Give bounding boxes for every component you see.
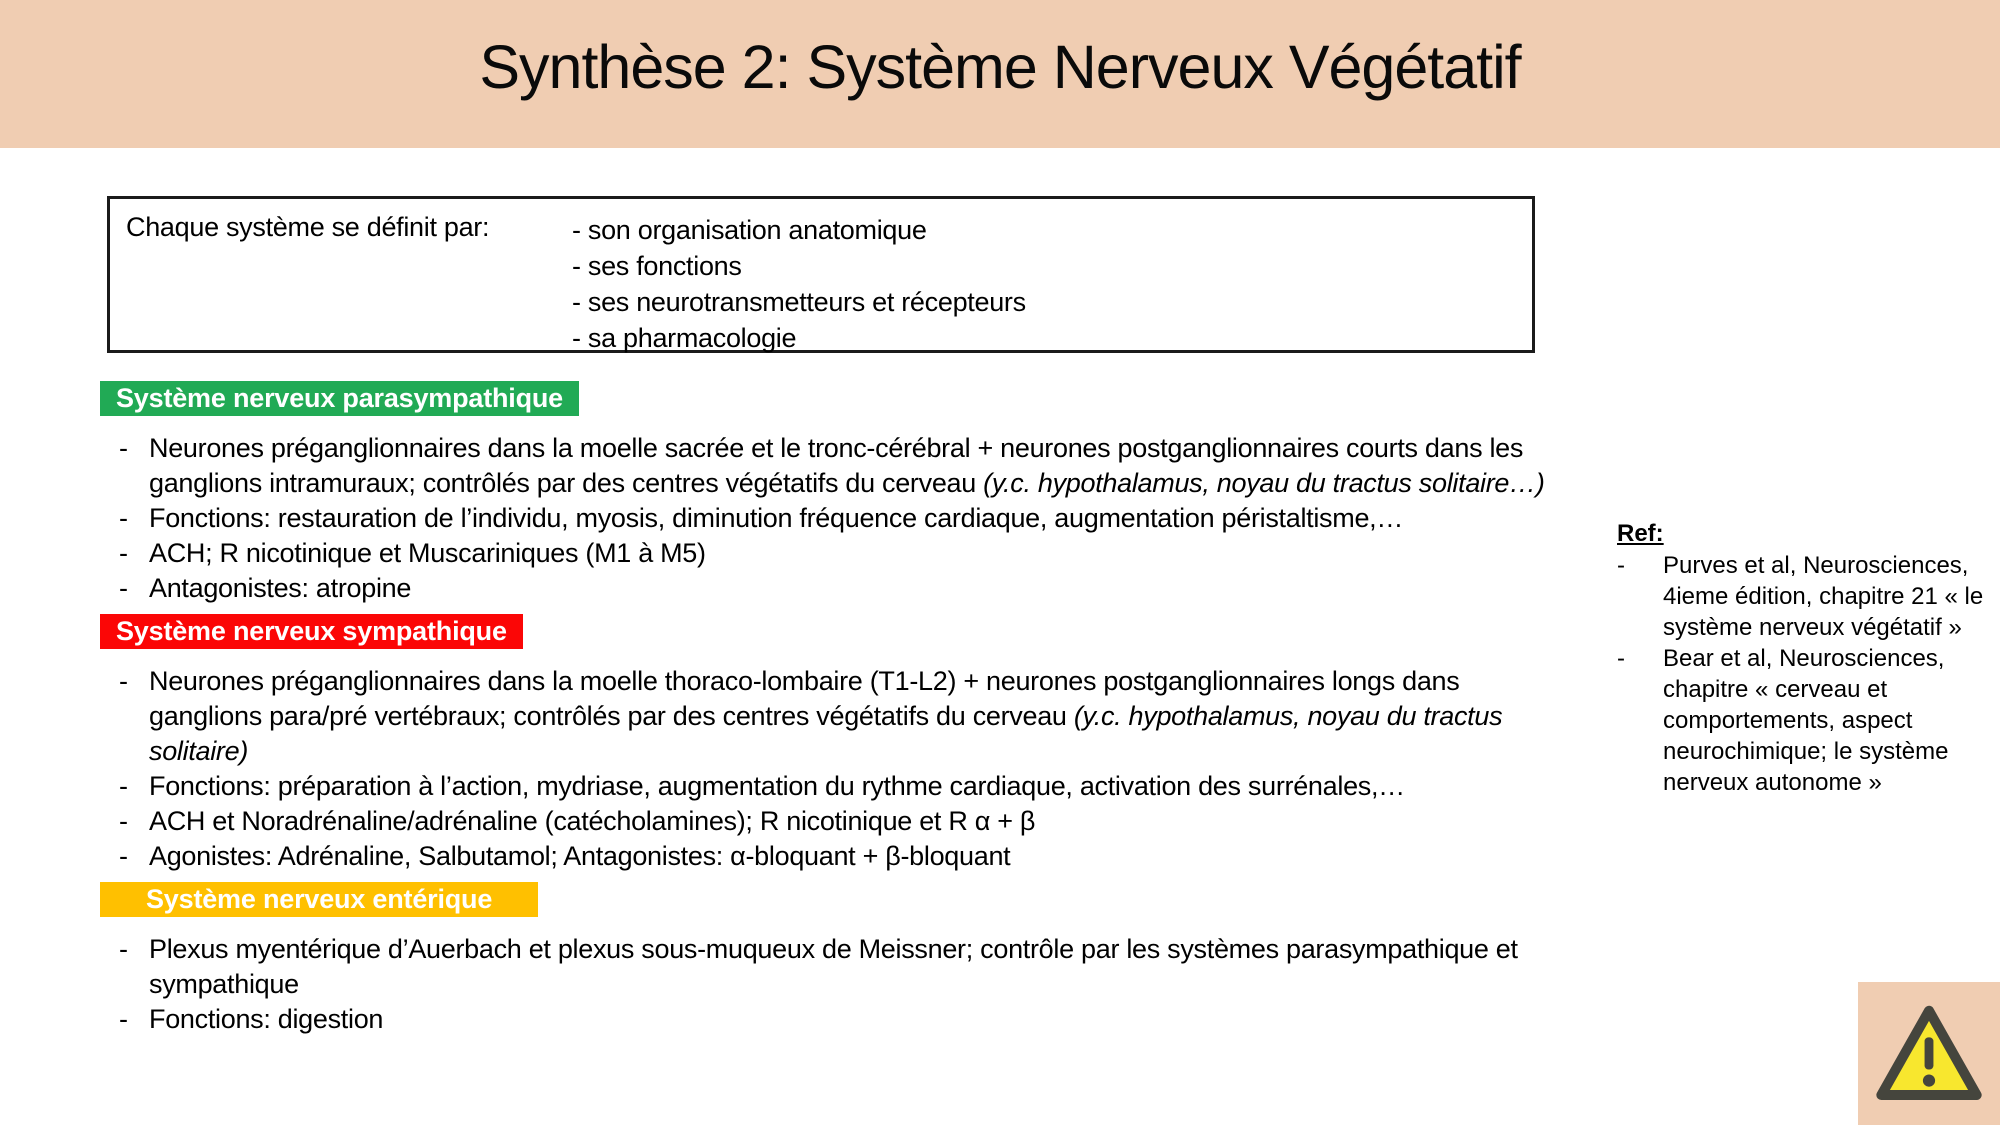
bullet-text: ACH; R nicotinique et Muscariniques (M1 à M5): [149, 538, 706, 568]
bullet-text: Fonctions: digestion: [149, 1004, 384, 1034]
bullet-text-italic: (y.c. hypothalamus, noyau du tractus solitaire…): [983, 468, 1545, 498]
bullet-dash: -: [1617, 645, 1625, 672]
bullet-dash: -: [119, 573, 128, 603]
exclamation-mark: [1923, 1037, 1935, 1086]
bullet-text: Agonistes: Adrénaline, Salbutamol; Antagonistes: α-bloquant + β-bloquant: [149, 841, 1011, 871]
bullet-item: [100, 431, 1548, 501]
definition-item: - son organisation anatomique: [572, 215, 927, 245]
bullet-text-normal: Neurones préganglionnaires dans la moelle sacrée et le tronc-cérébral + neurones postganglionnaires courts dans les ganglions intramuraux; contrôlés par des centres végétatifs du cerveau: [149, 433, 1524, 498]
bullet-item: [100, 839, 1548, 874]
bullet-dash: -: [119, 1004, 128, 1034]
reference-text: Bear et al, Neurosciences, chapitre « cerveau et comportements, aspect neurochimique; le système nerveux autonome »: [1663, 645, 1949, 796]
bullet-item: [100, 664, 1548, 769]
bullet-item: [100, 932, 1548, 1002]
bullet-item: [100, 571, 1548, 606]
bullet-dash: -: [119, 503, 128, 533]
bullet-item: [100, 1002, 1548, 1037]
bullet-text: [149, 664, 1547, 769]
bullet-dash: -: [119, 806, 128, 836]
main-content: [100, 381, 1548, 1045]
warning-triangle-icon: [1873, 1003, 1985, 1105]
bullet-item: [100, 769, 1548, 804]
bullet-item: [100, 804, 1548, 839]
section-header-enterique: Système nerveux entérique: [100, 882, 538, 917]
definition-item: - sa pharmacologie: [572, 323, 797, 353]
definition-items: [572, 212, 1026, 356]
definition-box: [107, 196, 1535, 353]
bullet-dash: -: [119, 934, 128, 964]
bullet-text-italic: (y.c. hypothalamus, noyau du tractus solitaire): [149, 701, 1503, 766]
bullet-text: Plexus myentérique d’Auerbach et plexus sous-muqueux de Meissner; contrôle par les systèmes parasympathique et sympathique: [149, 934, 1518, 999]
bullet-text: ACH et Noradrénaline/adrénaline (catécholamines); R nicotinique et R α + β: [149, 806, 1036, 836]
bullet-text: Fonctions: préparation à l’action, mydriase, augmentation du rythme cardiaque, activation des surrénales,…: [149, 771, 1405, 801]
bullet-text: Antagonistes: atropine: [149, 573, 412, 603]
bullet-item: [100, 501, 1548, 536]
sympathique-bullet-list: [100, 664, 1548, 874]
bullet-text-normal: Neurones préganglionnaires dans la moelle thoraco-lombaire (T1-L2) + neurones postganglionnaires longs dans ganglions para/pré vertébraux; contrôlés par des centres végétatifs du cerveau: [149, 666, 1460, 731]
reference-item: [1617, 550, 1995, 643]
warning-badge: [1858, 982, 2000, 1125]
parasympathique-bullet-list: [100, 431, 1548, 606]
bullet-dash: -: [119, 538, 128, 568]
title-banner: [0, 0, 2000, 148]
bullet-text: [149, 431, 1547, 501]
bullet-item: [100, 536, 1548, 571]
references-block: [1617, 518, 1995, 798]
definition-item: - ses fonctions: [572, 251, 742, 281]
references-heading: Ref:: [1617, 520, 1664, 547]
enterique-bullet-list: [100, 932, 1548, 1037]
definition-label: Chaque système se définit par:: [126, 212, 490, 242]
bullet-dash: -: [119, 433, 128, 463]
definition-item: - ses neurotransmetteurs et récepteurs: [572, 287, 1026, 317]
bullet-dash: -: [119, 771, 128, 801]
section-header-parasympathique: Système nerveux parasympathique: [100, 381, 579, 416]
page-title: Synthèse 2: Système Nerveux Végétatif: [479, 33, 1521, 101]
bullet-dash: -: [119, 841, 128, 871]
bullet-dash: -: [119, 666, 128, 696]
bullet-dash: -: [1617, 552, 1625, 579]
bullet-text: Fonctions: restauration de l’individu, myosis, diminution fréquence cardiaque, augmentation péristaltisme,…: [149, 503, 1404, 533]
section-header-sympathique: Système nerveux sympathique: [100, 614, 523, 649]
reference-item: [1617, 643, 1995, 798]
reference-text: Purves et al, Neurosciences, 4ieme édition, chapitre 21 « le système nerveux végétatif »: [1663, 552, 1984, 641]
